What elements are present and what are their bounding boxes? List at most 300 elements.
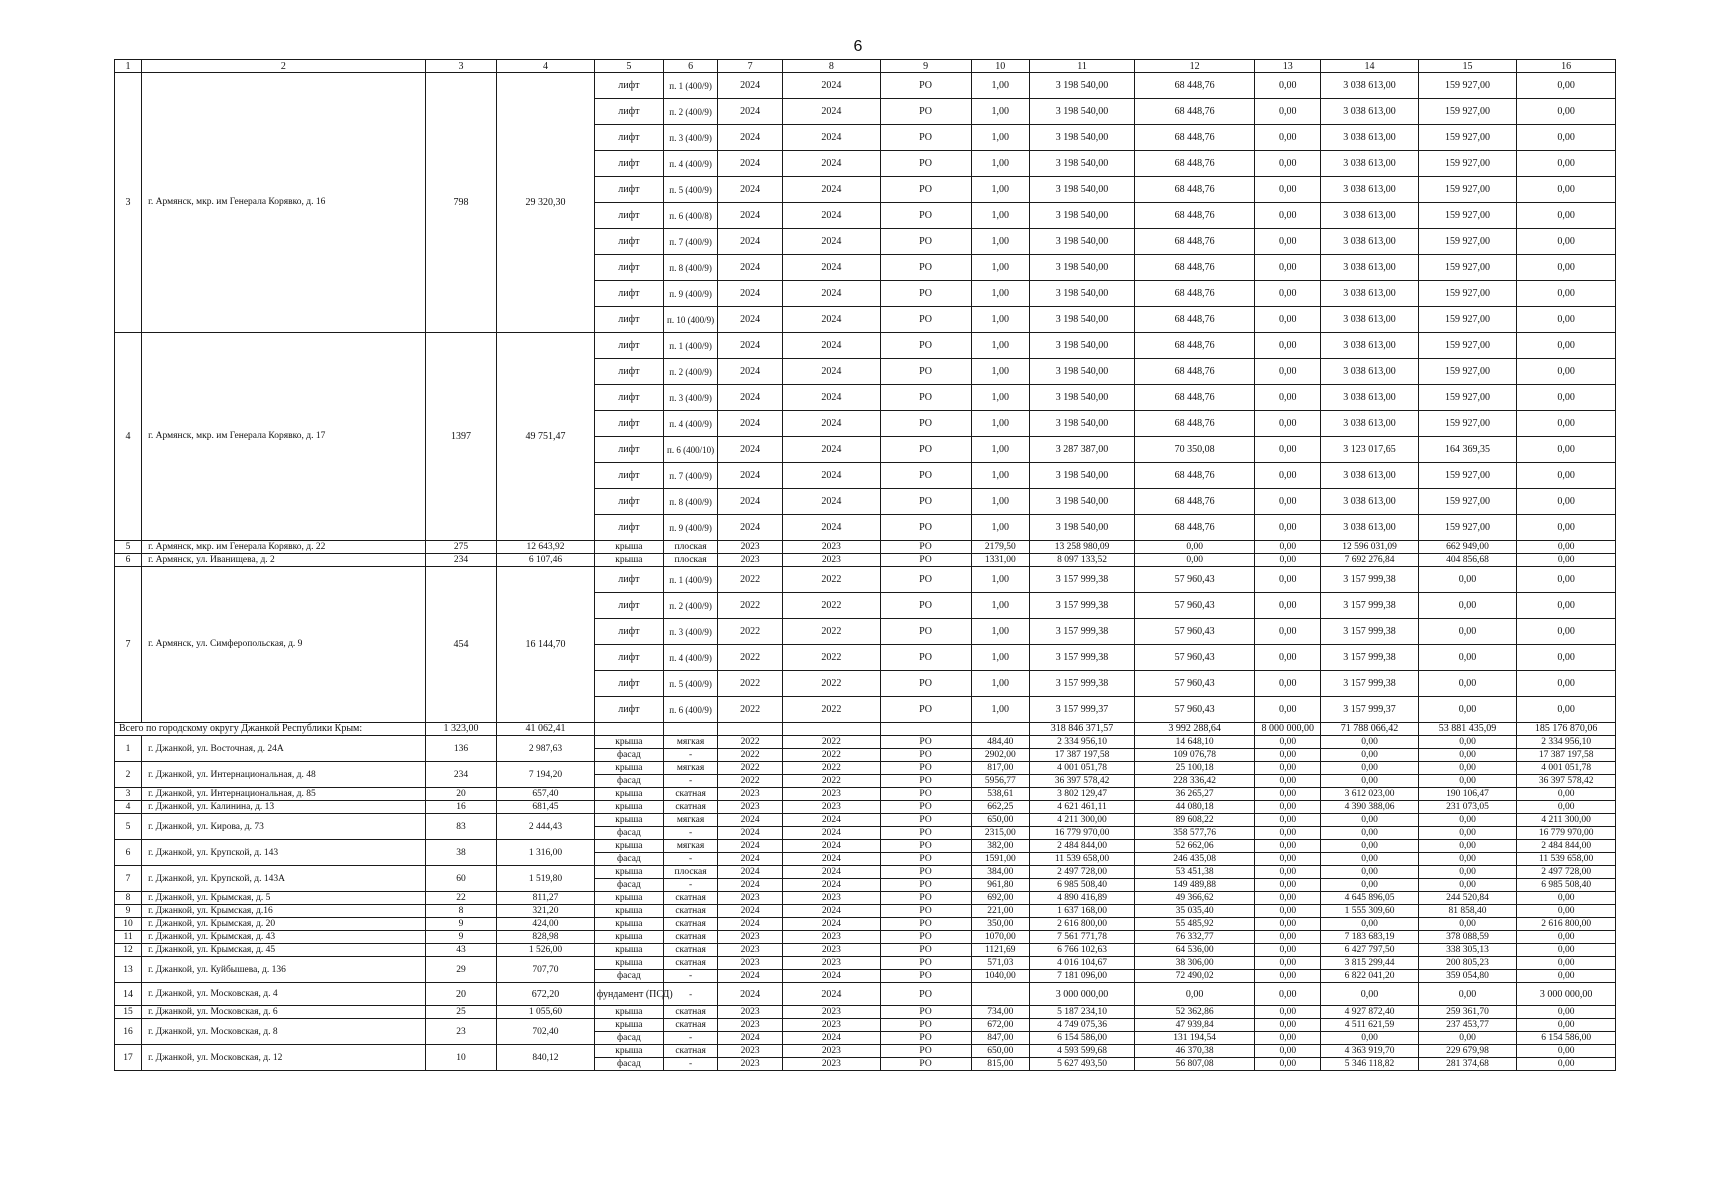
cell-c7: 2024 — [718, 905, 783, 918]
cell-c8: 2022 — [783, 645, 880, 671]
cell-c13: 0,00 — [1255, 762, 1321, 775]
cell-c8: 2024 — [783, 814, 880, 827]
page-number: 6 — [853, 38, 863, 55]
cell-c6: п. 4 (400/9) — [664, 151, 718, 177]
residents-count: 9 — [425, 931, 496, 944]
cell-c13: 0,00 — [1255, 775, 1321, 788]
total-c14: 71 788 066,42 — [1321, 723, 1418, 736]
cell-c15: 0,00 — [1418, 814, 1517, 827]
cell-c7: 2023 — [718, 801, 783, 814]
cell-c8: 2023 — [783, 541, 880, 554]
row-number: 7 — [115, 866, 142, 892]
cell-c11: 3 198 540,00 — [1030, 73, 1135, 99]
cell-c8: 2024 — [783, 99, 880, 125]
building-area: 12 643,92 — [497, 541, 594, 554]
cell-c9: РО — [880, 619, 971, 645]
cell-c12: 57 960,43 — [1135, 697, 1255, 723]
building-area: 49 751,47 — [497, 333, 594, 541]
cell-c8: 2024 — [783, 515, 880, 541]
cell-c16: 0,00 — [1517, 892, 1616, 905]
cell-c14: 3 038 613,00 — [1321, 255, 1418, 281]
cell-c10: 1,00 — [971, 645, 1029, 671]
cell-c13: 0,00 — [1255, 749, 1321, 762]
building-area: 811,27 — [497, 892, 594, 905]
cell-c11: 2 616 800,00 — [1030, 918, 1135, 931]
cell-c6: п. 3 (400/9) — [664, 125, 718, 151]
cell-c13: 0,00 — [1255, 567, 1321, 593]
cell-c5: лифт — [594, 437, 663, 463]
cell-c14: 12 596 031,09 — [1321, 541, 1418, 554]
column-number-12: 12 — [1135, 60, 1255, 73]
table-row — [115, 541, 1616, 554]
cell-c16: 0,00 — [1517, 1006, 1616, 1019]
cell-c11: 3 157 999,38 — [1030, 645, 1135, 671]
cell-c11: 8 097 133,52 — [1030, 554, 1135, 567]
residents-count: 234 — [425, 762, 496, 788]
cell-c9: РО — [880, 1006, 971, 1019]
cell-c15: 0,00 — [1418, 762, 1517, 775]
cell-c16: 0,00 — [1517, 1019, 1616, 1032]
cell-c6: скатная — [664, 1019, 718, 1032]
cell-c13: 0,00 — [1255, 73, 1321, 99]
cell-c12: 68 448,76 — [1135, 385, 1255, 411]
cell-c7: 2023 — [718, 892, 783, 905]
cell-c7: 2024 — [718, 125, 783, 151]
cell-c11: 3 157 999,38 — [1030, 619, 1135, 645]
cell-c13: 0,00 — [1255, 333, 1321, 359]
cell-c13: 0,00 — [1255, 125, 1321, 151]
cell-c10: 1,00 — [971, 125, 1029, 151]
cell-c11: 3 198 540,00 — [1030, 411, 1135, 437]
cell-c7: 2022 — [718, 697, 783, 723]
cell-c9: РО — [880, 463, 971, 489]
cell-c5: крыша — [594, 801, 663, 814]
cell-c16: 6 985 508,40 — [1517, 879, 1616, 892]
cell-c14: 4 645 896,05 — [1321, 892, 1418, 905]
cell-c14: 4 390 388,06 — [1321, 801, 1418, 814]
cell-c6: п. 7 (400/9) — [664, 463, 718, 489]
cell-c5: лифт — [594, 359, 663, 385]
house-address: г. Джанкой, ул. Крымская, д. 20 — [142, 918, 426, 931]
cell-c10: 1,00 — [971, 307, 1029, 333]
cell-c8: 2023 — [783, 801, 880, 814]
cell-c7: 2024 — [718, 853, 783, 866]
cell-c10: 1,00 — [971, 411, 1029, 437]
cell-c10: 538,61 — [971, 788, 1029, 801]
building-area: 1 526,00 — [497, 944, 594, 957]
cell-c6: п. 7 (400/9) — [664, 229, 718, 255]
cell-c13: 0,00 — [1255, 892, 1321, 905]
cell-c5: лифт — [594, 151, 663, 177]
cell-c13: 0,00 — [1255, 1006, 1321, 1019]
cell-c16: 0,00 — [1517, 151, 1616, 177]
cell-c9: РО — [880, 931, 971, 944]
cell-c13: 0,00 — [1255, 203, 1321, 229]
cell-c10: 734,00 — [971, 1006, 1029, 1019]
cell-c6: мягкая — [664, 736, 718, 749]
cell-c11: 3 198 540,00 — [1030, 489, 1135, 515]
total-row — [115, 723, 1616, 736]
cell-c15: 0,00 — [1418, 853, 1517, 866]
cell-c13: 0,00 — [1255, 905, 1321, 918]
cell-c10: 847,00 — [971, 1032, 1029, 1045]
total-c16: 185 176 870,06 — [1517, 723, 1616, 736]
cell-c15: 159 927,00 — [1418, 385, 1517, 411]
table-row — [115, 931, 1616, 944]
cell-c10: 1,00 — [971, 463, 1029, 489]
cell-c12: 149 489,88 — [1135, 879, 1255, 892]
cell-c14: 3 157 999,38 — [1321, 619, 1418, 645]
cell-c12: 76 332,77 — [1135, 931, 1255, 944]
cell-c9: РО — [880, 788, 971, 801]
cell-c14: 3 038 613,00 — [1321, 515, 1418, 541]
cell-c10: 382,00 — [971, 840, 1029, 853]
cell-c12: 68 448,76 — [1135, 203, 1255, 229]
cell-c10: 1,00 — [971, 203, 1029, 229]
row-number: 2 — [115, 762, 142, 788]
cell-c12: 35 035,40 — [1135, 905, 1255, 918]
cell-c14: 3 157 999,38 — [1321, 567, 1418, 593]
cell-c10: 1,00 — [971, 151, 1029, 177]
cell-c5: фасад — [594, 879, 663, 892]
cell-c15: 404 856,68 — [1418, 554, 1517, 567]
cell-c15: 0,00 — [1418, 593, 1517, 619]
cell-c16: 4 001 051,78 — [1517, 762, 1616, 775]
cell-c8: 2022 — [783, 671, 880, 697]
cell-c6: - — [664, 879, 718, 892]
cell-c6: - — [664, 970, 718, 983]
cell-c15: 662 949,00 — [1418, 541, 1517, 554]
cell-c10: 1331,00 — [971, 554, 1029, 567]
row-number: 6 — [115, 554, 142, 567]
cell-c13: 0,00 — [1255, 99, 1321, 125]
cell-c6: скатная — [664, 1006, 718, 1019]
cell-c8: 2024 — [783, 177, 880, 203]
house-address: г. Джанкой, ул. Московская, д. 6 — [142, 1006, 426, 1019]
cell-c8: 2022 — [783, 762, 880, 775]
cell-c15: 190 106,47 — [1418, 788, 1517, 801]
cell-c5: лифт — [594, 515, 663, 541]
cell-c10: 1,00 — [971, 385, 1029, 411]
cell-c16: 6 154 586,00 — [1517, 1032, 1616, 1045]
cell-c15: 159 927,00 — [1418, 489, 1517, 515]
cell-c5: лифт — [594, 593, 663, 619]
cell-c12: 68 448,76 — [1135, 411, 1255, 437]
row-number: 13 — [115, 957, 142, 983]
cell-c7: 2024 — [718, 411, 783, 437]
building-area: 1 055,60 — [497, 1006, 594, 1019]
cell-c11: 4 621 461,11 — [1030, 801, 1135, 814]
cell-c15: 244 520,84 — [1418, 892, 1517, 905]
table-row — [115, 892, 1616, 905]
cell-c16: 0,00 — [1517, 73, 1616, 99]
cell-c11: 3 198 540,00 — [1030, 463, 1135, 489]
house-address: г. Джанкой, ул. Крупской, д. 143 — [142, 840, 426, 866]
cell-c7: 2024 — [718, 203, 783, 229]
cell-c10: 1,00 — [971, 671, 1029, 697]
cell-c5: крыша — [594, 892, 663, 905]
column-number-3: 3 — [425, 60, 496, 73]
cell-c8: 2024 — [783, 970, 880, 983]
cell-c11: 3 198 540,00 — [1030, 151, 1135, 177]
cell-c8: 2024 — [783, 125, 880, 151]
cell-c11: 4 890 416,89 — [1030, 892, 1135, 905]
cell-c10: 815,00 — [971, 1058, 1029, 1071]
cell-c13: 0,00 — [1255, 307, 1321, 333]
cell-c7: 2022 — [718, 593, 783, 619]
cell-c8: 2022 — [783, 749, 880, 762]
cell-c5: лифт — [594, 307, 663, 333]
cell-c12: 228 336,42 — [1135, 775, 1255, 788]
cell-c15: 159 927,00 — [1418, 73, 1517, 99]
column-number-11: 11 — [1030, 60, 1135, 73]
row-number: 16 — [115, 1019, 142, 1045]
cell-c7: 2022 — [718, 567, 783, 593]
cell-c12: 68 448,76 — [1135, 73, 1255, 99]
cell-c14: 0,00 — [1321, 853, 1418, 866]
column-number-5: 5 — [594, 60, 663, 73]
cell-c11: 3 198 540,00 — [1030, 125, 1135, 151]
cell-c15: 0,00 — [1418, 697, 1517, 723]
cell-c11: 4 749 075,36 — [1030, 1019, 1135, 1032]
cell-c5: крыша — [594, 1019, 663, 1032]
cell-c6: п. 5 (400/9) — [664, 671, 718, 697]
cell-c7: 2023 — [718, 788, 783, 801]
cell-c12: 44 080,18 — [1135, 801, 1255, 814]
cell-c16: 0,00 — [1517, 671, 1616, 697]
cell-c8: 2024 — [783, 879, 880, 892]
cell-c14: 0,00 — [1321, 840, 1418, 853]
residents-count: 22 — [425, 892, 496, 905]
cell-c9: РО — [880, 840, 971, 853]
cell-c13: 0,00 — [1255, 593, 1321, 619]
cell-c12: 68 448,76 — [1135, 489, 1255, 515]
cell-c8: 2023 — [783, 554, 880, 567]
cell-c5: крыша — [594, 762, 663, 775]
cell-c8: 2024 — [783, 385, 880, 411]
cell-c15: 159 927,00 — [1418, 255, 1517, 281]
cell-c10: 5956,77 — [971, 775, 1029, 788]
cell-c16: 36 397 578,42 — [1517, 775, 1616, 788]
cell-c11: 16 779 970,00 — [1030, 827, 1135, 840]
cell-c6: мягкая — [664, 762, 718, 775]
cell-c11: 3 157 999,38 — [1030, 567, 1135, 593]
cell-c13: 0,00 — [1255, 697, 1321, 723]
cell-c14: 0,00 — [1321, 762, 1418, 775]
cell-c10: 1591,00 — [971, 853, 1029, 866]
row-number: 15 — [115, 1006, 142, 1019]
cell-c14: 3 038 613,00 — [1321, 125, 1418, 151]
cell-c9: РО — [880, 736, 971, 749]
cell-c11: 36 397 578,42 — [1030, 775, 1135, 788]
residents-count: 38 — [425, 840, 496, 866]
cell-c11: 3 198 540,00 — [1030, 255, 1135, 281]
cell-c15: 0,00 — [1418, 866, 1517, 879]
cell-c12: 57 960,43 — [1135, 671, 1255, 697]
cell-c8: 2024 — [783, 1032, 880, 1045]
cell-c9: РО — [880, 892, 971, 905]
row-number: 12 — [115, 944, 142, 957]
table-row — [115, 567, 1616, 593]
cell-c13: 0,00 — [1255, 151, 1321, 177]
cell-c12: 89 608,22 — [1135, 814, 1255, 827]
cell-c16: 11 539 658,00 — [1517, 853, 1616, 866]
cell-c15: 0,00 — [1418, 918, 1517, 931]
cell-c5: крыша — [594, 541, 663, 554]
house-address: г. Джанкой, ул. Московская, д. 12 — [142, 1045, 426, 1071]
building-area: 840,12 — [497, 1045, 594, 1071]
cell-c12: 64 536,00 — [1135, 944, 1255, 957]
cell-c11: 3 198 540,00 — [1030, 333, 1135, 359]
cell-c13: 0,00 — [1255, 918, 1321, 931]
cell-c9: РО — [880, 918, 971, 931]
cell-c11: 3 157 999,38 — [1030, 671, 1135, 697]
cell-c15: 159 927,00 — [1418, 177, 1517, 203]
row-number: 7 — [115, 567, 142, 723]
cell-c14: 5 346 118,82 — [1321, 1058, 1418, 1071]
cell-c7: 2022 — [718, 762, 783, 775]
building-area: 1 316,00 — [497, 840, 594, 866]
cell-c6: скатная — [664, 944, 718, 957]
cell-c12: 72 490,02 — [1135, 970, 1255, 983]
cell-c7: 2022 — [718, 736, 783, 749]
cell-c8: 2024 — [783, 840, 880, 853]
column-number-16: 16 — [1517, 60, 1616, 73]
cell-c13: 0,00 — [1255, 827, 1321, 840]
cell-c14: 7 692 276,84 — [1321, 554, 1418, 567]
cell-c5: крыша — [594, 1006, 663, 1019]
cell-c10: 1,00 — [971, 515, 1029, 541]
cell-c13: 0,00 — [1255, 177, 1321, 203]
cell-c9: РО — [880, 801, 971, 814]
cell-c16: 0,00 — [1517, 99, 1616, 125]
cell-c6: п. 6 (400/10) — [664, 437, 718, 463]
cell-c10: 650,00 — [971, 1045, 1029, 1058]
cell-c14: 4 511 621,59 — [1321, 1019, 1418, 1032]
cell-c7: 2024 — [718, 359, 783, 385]
cell-c9: РО — [880, 827, 971, 840]
cell-c6: скатная — [664, 788, 718, 801]
cell-c8: 2022 — [783, 593, 880, 619]
cell-c10: 1,00 — [971, 333, 1029, 359]
cell-c10: 1121,69 — [971, 944, 1029, 957]
total-c11: 318 846 371,57 — [1030, 723, 1135, 736]
house-address: г. Джанкой, ул. Крупской, д. 143А — [142, 866, 426, 892]
total-empty — [783, 723, 880, 736]
cell-c14: 3 038 613,00 — [1321, 177, 1418, 203]
table-row — [115, 788, 1616, 801]
cell-c14: 4 927 872,40 — [1321, 1006, 1418, 1019]
cell-c15: 200 805,23 — [1418, 957, 1517, 970]
cell-c9: РО — [880, 567, 971, 593]
cell-c6: плоская — [664, 541, 718, 554]
cell-c6: п. 1 (400/9) — [664, 333, 718, 359]
cell-c13: 0,00 — [1255, 515, 1321, 541]
cell-c5: лифт — [594, 99, 663, 125]
house-address: г. Армянск, ул. Иванищева, д. 2 — [142, 554, 426, 567]
row-number: 6 — [115, 840, 142, 866]
table-row — [115, 814, 1616, 827]
cell-c5: крыша — [594, 840, 663, 853]
cell-c11: 6 766 102,63 — [1030, 944, 1135, 957]
cell-c5: лифт — [594, 411, 663, 437]
cell-c5: крыша — [594, 814, 663, 827]
row-number: 11 — [115, 931, 142, 944]
cell-c10: 484,40 — [971, 736, 1029, 749]
cell-c13: 0,00 — [1255, 385, 1321, 411]
row-number: 3 — [115, 788, 142, 801]
cell-c9: РО — [880, 957, 971, 970]
cell-c16: 2 334 956,10 — [1517, 736, 1616, 749]
cell-c9: РО — [880, 1058, 971, 1071]
cell-c5: фасад — [594, 1058, 663, 1071]
cell-c12: 68 448,76 — [1135, 281, 1255, 307]
cell-c16: 0,00 — [1517, 307, 1616, 333]
cell-c5: лифт — [594, 177, 663, 203]
cell-c6: п. 3 (400/9) — [664, 385, 718, 411]
cell-c11: 4 211 300,00 — [1030, 814, 1135, 827]
cell-c12: 68 448,76 — [1135, 333, 1255, 359]
cell-c7: 2024 — [718, 333, 783, 359]
cell-c14: 1 555 309,60 — [1321, 905, 1418, 918]
cell-c13: 0,00 — [1255, 1058, 1321, 1071]
cell-c7: 2022 — [718, 775, 783, 788]
cell-c16: 0,00 — [1517, 957, 1616, 970]
cell-c13: 0,00 — [1255, 671, 1321, 697]
cell-c16: 0,00 — [1517, 567, 1616, 593]
cell-c11: 3 287 387,00 — [1030, 437, 1135, 463]
cell-c12: 68 448,76 — [1135, 229, 1255, 255]
residents-count: 9 — [425, 918, 496, 931]
cell-c5: лифт — [594, 463, 663, 489]
building-area: 828,98 — [497, 931, 594, 944]
row-number: 17 — [115, 1045, 142, 1071]
cell-c14: 0,00 — [1321, 775, 1418, 788]
cell-c16: 2 497 728,00 — [1517, 866, 1616, 879]
cell-c11: 4 016 104,67 — [1030, 957, 1135, 970]
house-address: г. Джанкой, ул. Московская, д. 8 — [142, 1019, 426, 1045]
column-number-8: 8 — [783, 60, 880, 73]
cell-c5: лифт — [594, 73, 663, 99]
residents-count: 16 — [425, 801, 496, 814]
cell-c7: 2024 — [718, 918, 783, 931]
house-address: г. Джанкой, ул. Кирова, д. 73 — [142, 814, 426, 840]
cell-c14: 3 157 999,38 — [1321, 645, 1418, 671]
capital-repair-table — [114, 59, 1616, 1071]
column-number-2: 2 — [142, 60, 426, 73]
residents-count: 10 — [425, 1045, 496, 1071]
row-number: 3 — [115, 73, 142, 333]
cell-c14: 3 038 613,00 — [1321, 229, 1418, 255]
cell-c14: 4 363 919,70 — [1321, 1045, 1418, 1058]
building-area: 657,40 — [497, 788, 594, 801]
table-row — [115, 736, 1616, 749]
cell-c7: 2022 — [718, 749, 783, 762]
cell-c10: 2902,00 — [971, 749, 1029, 762]
cell-c5: лифт — [594, 645, 663, 671]
cell-c13: 0,00 — [1255, 255, 1321, 281]
cell-c6: - — [664, 853, 718, 866]
cell-c14: 0,00 — [1321, 1032, 1418, 1045]
cell-c13: 0,00 — [1255, 931, 1321, 944]
cell-c14: 3 038 613,00 — [1321, 203, 1418, 229]
cell-c7: 2023 — [718, 931, 783, 944]
cell-c10: 650,00 — [971, 814, 1029, 827]
cell-c15: 159 927,00 — [1418, 333, 1517, 359]
cell-c5: крыша — [594, 788, 663, 801]
cell-c7: 2024 — [718, 255, 783, 281]
cell-c9: РО — [880, 385, 971, 411]
